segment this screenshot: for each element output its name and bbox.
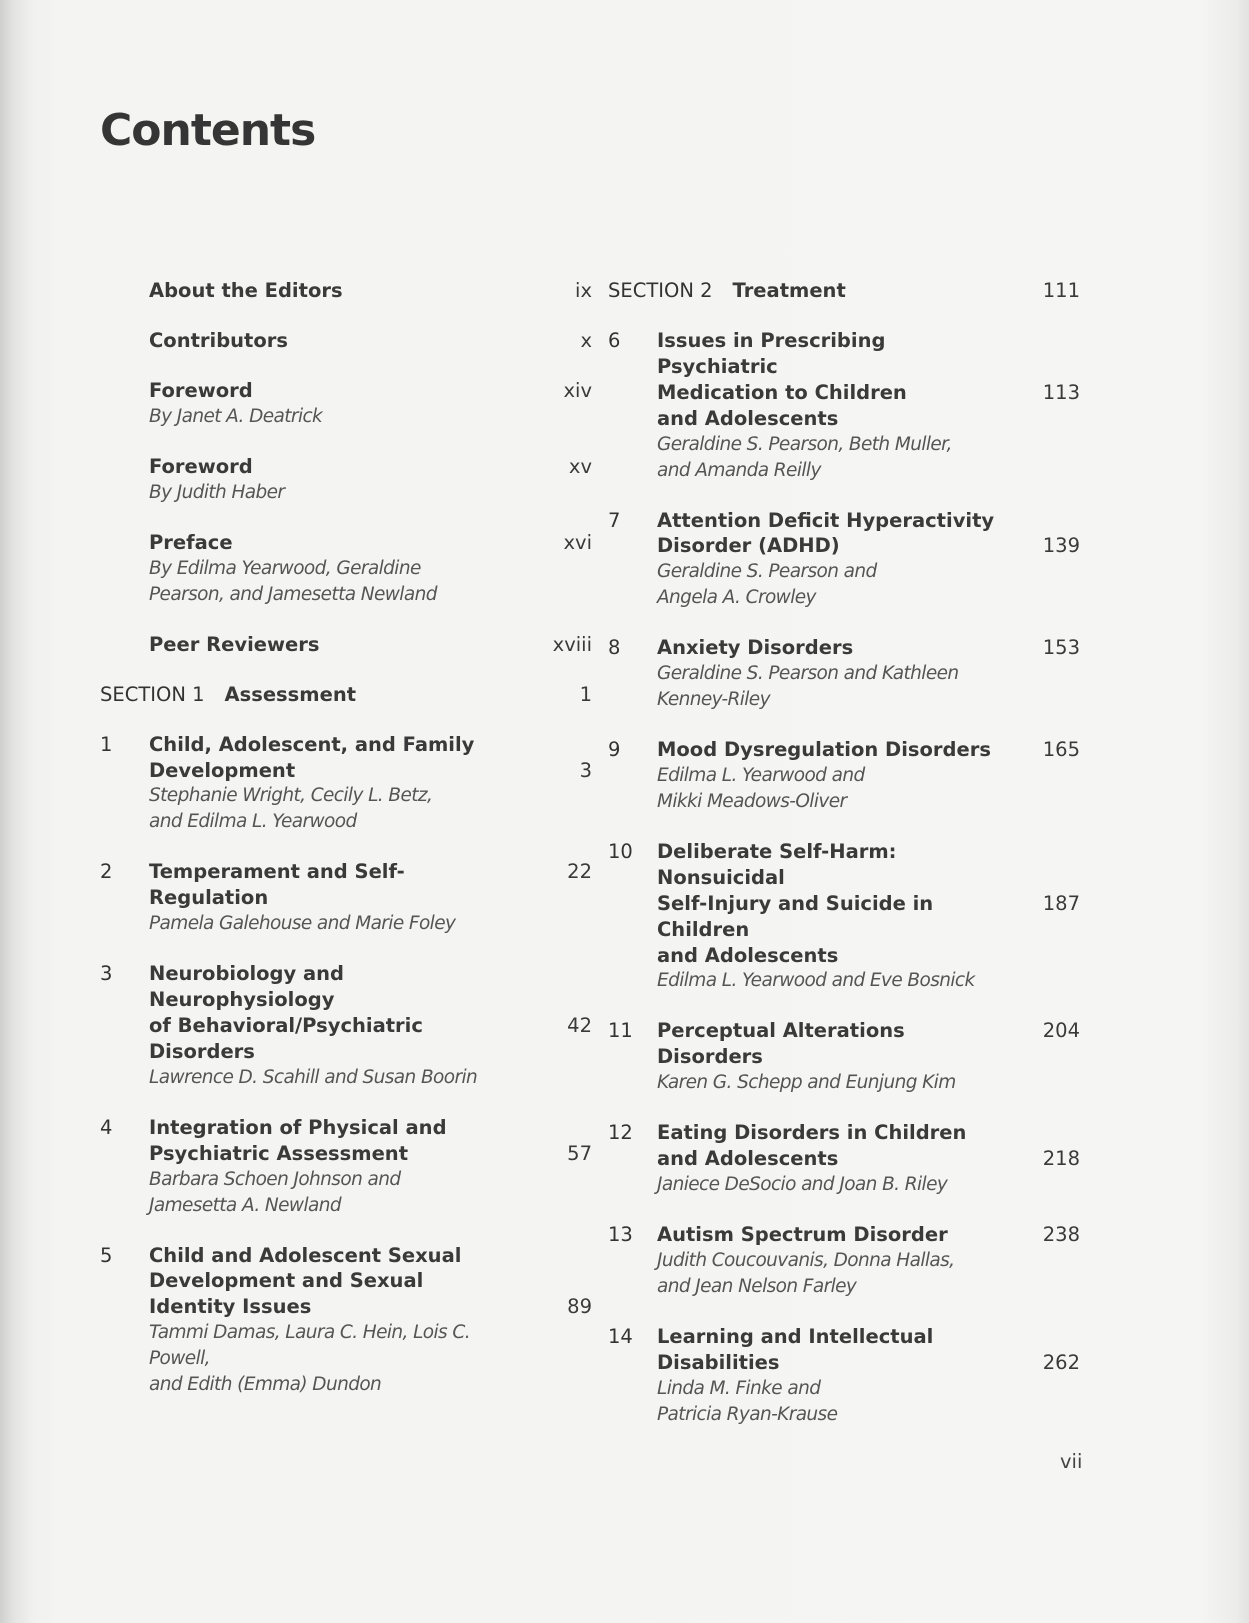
- entry-title: Mood Dysregulation Disorders: [657, 738, 991, 762]
- chapter-number: [100, 632, 149, 658]
- entry-page-number: 165: [1042, 738, 1080, 762]
- entry-body: [657, 839, 1010, 994]
- entry-authors: Tammi Damas, Laura C. Hein, Lois C. Powell,: [149, 1322, 470, 1370]
- entry-authors: and Edith (Emma) Dundon: [149, 1374, 382, 1396]
- entry-body: [657, 508, 1010, 612]
- toc-entry[interactable]: [100, 1243, 592, 1398]
- entry-title: Perceptual Alterations Disorders: [657, 1019, 905, 1069]
- section-name: Assessment: [224, 682, 357, 706]
- entry-title: Development and Sexual: [149, 1269, 424, 1293]
- entry-authors: By Judith Haber: [149, 481, 285, 503]
- chapter-number: 10: [608, 839, 633, 863]
- entry-title: Medication to Children: [657, 380, 907, 404]
- entry-authors: Edilma L. Yearwood and: [657, 764, 865, 786]
- entry-title: Preface: [149, 530, 233, 554]
- entry-title: Peer Reviewers: [149, 632, 320, 656]
- entry-page-number: x: [580, 329, 592, 352]
- section-title: [100, 682, 522, 708]
- toc-entry[interactable]: [608, 508, 1080, 612]
- toc-entry[interactable]: [100, 454, 592, 506]
- entry-title: Psychiatric Assessment: [149, 1141, 409, 1165]
- entry-page-number: xiv: [563, 379, 592, 402]
- toc-entry[interactable]: [100, 859, 592, 937]
- entry-body: [149, 632, 522, 658]
- entry-page-number: 204: [1042, 1019, 1080, 1043]
- section-page-number: 1: [579, 682, 592, 706]
- entry-authors: Edilma L. Yearwood and Eve Bosnick: [657, 970, 975, 992]
- entry-body: [657, 635, 1010, 713]
- chapter-number: [100, 378, 149, 430]
- entry-title: Integration of Physical and: [149, 1115, 447, 1139]
- entry-authors: Lawrence D. Scahill and Susan Boorin: [149, 1066, 478, 1088]
- entry-body: [657, 328, 1010, 483]
- entry-title: Foreword: [149, 379, 253, 402]
- chapter-number: 5: [100, 1243, 113, 1267]
- entry-authors: and Amanda Reilly: [657, 459, 821, 481]
- entry-title: Deliberate Self-Harm: Nonsuicidal: [657, 839, 897, 889]
- entry-page-number: 218: [1042, 1147, 1080, 1171]
- entry-title: Temperament and Self-Regulation: [149, 860, 405, 910]
- entry-authors: and Edilma L. Yearwood: [149, 811, 357, 833]
- entry-body: [149, 328, 522, 354]
- entry-body: [149, 961, 522, 1091]
- entry-body: [149, 278, 522, 304]
- chapter-number: 6: [608, 329, 621, 352]
- entry-authors: Karen G. Schepp and Eunjung Kim: [657, 1072, 956, 1094]
- toc-left-column: [100, 278, 592, 1422]
- entry-title: Development: [149, 758, 296, 782]
- entry-page-number: 3: [579, 758, 592, 782]
- section-heading[interactable]: [608, 278, 1080, 304]
- toc-entry[interactable]: [100, 1115, 592, 1219]
- toc-entry[interactable]: [608, 1222, 1080, 1300]
- entry-title: Attention Deficit Hyperactivity: [657, 508, 995, 532]
- entry-authors: Angela A. Crowley: [657, 587, 816, 609]
- section-label: SECTION 2: [608, 279, 713, 302]
- toc-entry[interactable]: [100, 278, 592, 304]
- entry-title: Self-Injury and Suicide in Children: [657, 891, 934, 941]
- entry-body: [657, 1018, 1010, 1096]
- toc-entry[interactable]: [100, 328, 592, 354]
- section-page-number: 111: [1042, 279, 1080, 302]
- entry-title: Contributors: [149, 329, 288, 352]
- section-label: SECTION 1: [100, 682, 205, 706]
- chapter-number: 12: [608, 1121, 633, 1145]
- entry-authors: By Janet A. Deatrick: [149, 405, 323, 427]
- entry-title: Disabilities: [657, 1350, 780, 1374]
- entry-page-number: xv: [568, 454, 592, 478]
- toc-entry[interactable]: [608, 1324, 1080, 1428]
- page-title: Contents: [100, 105, 316, 156]
- entry-body: [149, 530, 522, 608]
- entry-page-number: xvi: [563, 530, 592, 554]
- toc-entry[interactable]: [100, 530, 592, 608]
- entry-title: Issues in Prescribing Psychiatric: [657, 329, 886, 378]
- entry-title: of Behavioral/Psychiatric: [149, 1013, 423, 1037]
- chapter-number: 9: [608, 738, 621, 762]
- chapter-number: 14: [608, 1324, 633, 1348]
- entry-page-number: xviii: [552, 632, 592, 656]
- entry-page-number: 89: [567, 1295, 592, 1319]
- entry-body: [149, 454, 522, 506]
- entry-title: and Adolescents: [657, 943, 839, 967]
- entry-page-number: 153: [1042, 636, 1080, 660]
- entry-authors: Mikki Meadows-Oliver: [657, 790, 847, 812]
- chapter-number: 7: [608, 508, 621, 532]
- chapter-number: [100, 530, 149, 608]
- entry-title: Anxiety Disorders: [657, 636, 854, 660]
- entry-authors: Patricia Ryan-Krause: [657, 1403, 838, 1425]
- entry-authors: Judith Coucouvanis, Donna Hallas,: [657, 1249, 955, 1271]
- entry-authors: Jamesetta A. Newland: [149, 1194, 341, 1216]
- entry-title: Child, Adolescent, and Family: [149, 732, 475, 756]
- entry-title: Learning and Intellectual: [657, 1324, 934, 1348]
- entry-authors: Stephanie Wright, Cecily L. Betz,: [149, 785, 433, 807]
- entry-title: and Adolescents: [657, 406, 839, 430]
- entry-body: [149, 378, 522, 430]
- entry-page-number: 262: [1042, 1350, 1080, 1374]
- entry-page-number: 42: [567, 1013, 592, 1037]
- chapter-number: 13: [608, 1223, 633, 1247]
- toc-entry[interactable]: [608, 1018, 1080, 1096]
- entry-title: Eating Disorders in Children: [657, 1121, 967, 1145]
- chapter-number: 1: [100, 732, 113, 756]
- chapter-number: [100, 454, 149, 506]
- entry-title: Disorder (ADHD): [657, 534, 840, 558]
- entry-authors: Geraldine S. Pearson and: [657, 561, 877, 583]
- toc-entry[interactable]: [100, 632, 592, 658]
- entry-title: Foreword: [149, 454, 253, 478]
- chapter-number: 4: [100, 1115, 113, 1139]
- entry-page-number: 187: [1042, 891, 1080, 915]
- entry-page-number: 22: [567, 860, 592, 884]
- toc-entry[interactable]: [608, 839, 1080, 994]
- chapter-number: 8: [608, 636, 621, 660]
- entry-body: [657, 737, 1010, 815]
- chapter-number: [100, 328, 149, 354]
- section-title: [608, 278, 1010, 304]
- toc-entry[interactable]: [100, 732, 592, 836]
- entry-body: [657, 1222, 1010, 1300]
- chapter-number: 11: [608, 1019, 633, 1043]
- entry-body: [149, 732, 522, 836]
- entry-title: Autism Spectrum Disorder: [657, 1223, 948, 1247]
- entry-authors: Kenney-Riley: [657, 689, 770, 711]
- entry-body: [657, 1120, 1010, 1198]
- entry-authors: Linda M. Finke and: [657, 1377, 821, 1399]
- chapter-number: [100, 278, 149, 304]
- toc-right-column: [608, 278, 1080, 1452]
- entry-authors: Janiece DeSocio and Joan B. Riley: [657, 1174, 948, 1196]
- entry-body: [149, 859, 522, 937]
- toc-entry[interactable]: [608, 328, 1080, 483]
- entry-title: and Adolescents: [657, 1147, 839, 1171]
- page-folio: vii: [1060, 1450, 1083, 1473]
- entry-body: [149, 1243, 522, 1398]
- entry-title: Child and Adolescent Sexual: [149, 1243, 462, 1267]
- entry-authors: and Jean Nelson Farley: [657, 1275, 857, 1297]
- section-heading[interactable]: [100, 682, 592, 708]
- chapter-number: 2: [100, 860, 113, 884]
- entry-authors: Barbara Schoen Johnson and: [149, 1168, 401, 1190]
- toc-entry[interactable]: [100, 378, 592, 430]
- toc-entry[interactable]: [608, 635, 1080, 713]
- chapter-number: 3: [100, 962, 113, 986]
- entry-title: Neurobiology and Neurophysiology: [149, 962, 345, 1012]
- entry-page-number: ix: [575, 279, 592, 302]
- entry-authors: Pearson, and Jamesetta Newland: [149, 583, 437, 605]
- entry-page-number: 238: [1042, 1223, 1080, 1247]
- entry-authors: By Edilma Yearwood, Geraldine: [149, 557, 421, 579]
- entry-page-number: 139: [1042, 534, 1080, 558]
- entry-body: [149, 1115, 522, 1219]
- entry-authors: Pamela Galehouse and Marie Foley: [149, 913, 456, 935]
- entry-page-number: 57: [567, 1141, 592, 1165]
- toc-entry[interactable]: [100, 961, 592, 1091]
- entry-body: [657, 1324, 1010, 1428]
- toc-entry[interactable]: [608, 1120, 1080, 1198]
- entry-authors: Geraldine S. Pearson, Beth Muller,: [657, 433, 952, 455]
- entry-authors: Geraldine S. Pearson and Kathleen: [657, 663, 959, 685]
- entry-page-number: 113: [1042, 380, 1080, 404]
- entry-title: About the Editors: [149, 279, 343, 302]
- entry-title: Disorders: [149, 1039, 255, 1063]
- entry-title: Identity Issues: [149, 1295, 312, 1319]
- section-name: Treatment: [732, 279, 846, 302]
- toc-entry[interactable]: [608, 737, 1080, 815]
